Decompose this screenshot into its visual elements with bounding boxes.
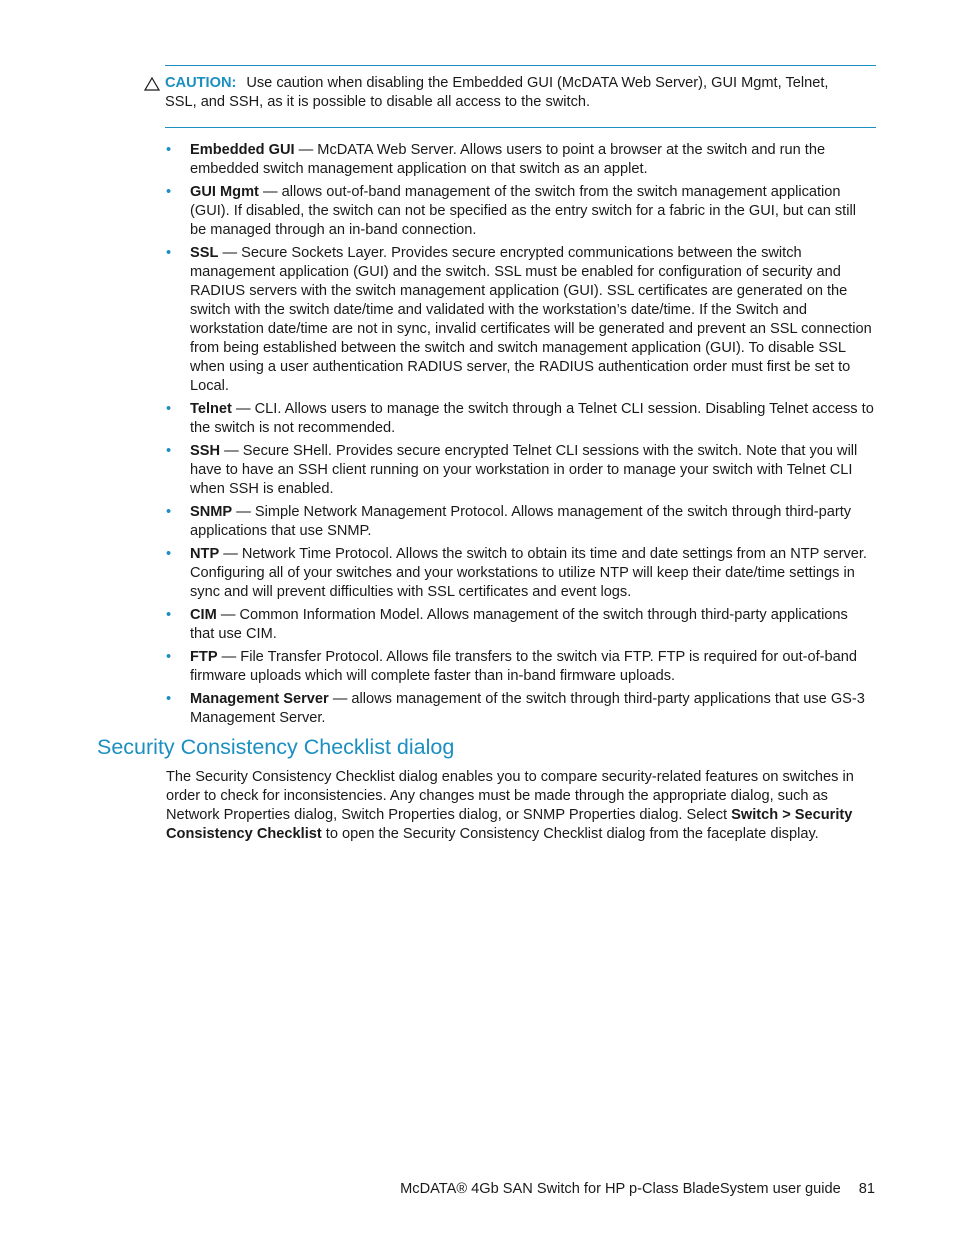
item-description: — File Transfer Protocol. Allows file transfers to the switch via FTP. FTP is required for out-of-band firmware uploads which will complete faster than in-band firmware uploads. — [190, 649, 857, 684]
bullet-icon: • — [166, 401, 172, 417]
item-term: Management Server — [190, 691, 329, 707]
item-description: — CLI. Allows users to manage the switch through a Telnet CLI session. Disabling Telnet access to the switch is not recommended. — [190, 401, 874, 436]
list-item — [166, 442, 874, 499]
caution-text: Use caution when disabling the Embedded GUI (McDATA Web Server), GUI Mgmt, Telnet, SSL, and SSH, as it is possible to disable all access to the switch. — [165, 75, 829, 110]
list-item — [166, 503, 874, 541]
list-item — [166, 545, 874, 602]
list-item — [166, 606, 874, 644]
item-term: NTP — [190, 546, 220, 562]
bullet-icon: • — [166, 546, 172, 562]
list-item — [166, 648, 874, 686]
item-term: SNMP — [190, 504, 233, 520]
item-description: — Secure SHell. Provides secure encrypted Telnet CLI sessions with the switch. Note that you will have to have an SSH client running on your workstation in order to manage your switch with Telnet CLI when SSH is enabled. — [190, 443, 858, 497]
caution-text-block — [165, 74, 864, 112]
item-description: — Simple Network Management Protocol. Allows management of the switch through third-party applications that use SNMP. — [190, 504, 852, 539]
list-item — [166, 690, 874, 728]
caution-box — [144, 74, 864, 112]
bullet-icon: • — [166, 607, 172, 623]
paragraph-text-start: The Security Consistency Checklist dialog enables you to compare security-related features on switches in order to check for inconsistencies. Any changes must be made through the appropriate dialog, such as Network Properties dialog, Switch Properties dialog, or SNMP Properties dialog. Select — [166, 769, 854, 823]
warning-triangle-icon — [144, 77, 160, 91]
footer-title: McDATA® 4Gb SAN Switch for HP p-Class BladeSystem user guide — [400, 1181, 841, 1197]
item-description: — allows out-of-band management of the switch from the switch management application (GUI). If disabled, the switch can not be specified as the entry switch for a fabric in the GUI, but can still be managed through an in-band connection. — [190, 184, 856, 238]
item-term: SSH — [190, 443, 221, 459]
caution-top-rule — [165, 65, 876, 66]
caution-bottom-rule — [165, 127, 876, 128]
caution-label: CAUTION: — [165, 75, 237, 91]
bullet-icon: • — [166, 184, 172, 200]
item-term: FTP — [190, 649, 218, 665]
item-description: — McDATA Web Server. Allows users to point a browser at the switch and run the embedded switch management application on that switch as an applet. — [190, 142, 826, 177]
page-footer — [400, 1180, 875, 1199]
bullet-icon: • — [166, 691, 172, 707]
bullet-icon: • — [166, 142, 172, 158]
item-term: Telnet — [190, 401, 232, 417]
item-description: — Network Time Protocol. Allows the switch to obtain its time and date settings from an NTP server. Configuring all of your switches and your workstations to utilize NTP will keep their date/time settings in sync and will prevent difficulties with SSL certificates and event logs. — [190, 546, 867, 600]
section-heading: Security Consistency Checklist dialog — [97, 735, 455, 759]
item-description: — Common Information Model. Allows management of the switch through third-party applications that use CIM. — [190, 607, 848, 642]
bullet-icon: • — [166, 443, 172, 459]
item-description: — allows management of the switch through third-party applications that use GS-3 Management Server. — [190, 691, 865, 726]
list-item — [166, 183, 874, 240]
service-list — [166, 141, 874, 732]
bullet-icon: • — [166, 245, 172, 261]
list-item — [166, 400, 874, 438]
item-term: Embedded GUI — [190, 142, 295, 158]
item-term: GUI Mgmt — [190, 184, 259, 200]
item-description: — Secure Sockets Layer. Provides secure encrypted communications between the switch management application (GUI) and the switch. SSL must be enabled for configuration of security and RADIUS servers with the switch management application (GUI). SSL certificates are generated on the switch with the switch date/time and validated with the workstation’s date/time. If the Switch and workstation date/time are not in sync, invalid certificates will be generated and prevent an SSL connection from being established between the switch and switch management application (GUI). To disable SSL when using a user authentication RADIUS server, the RADIUS authentication order must first be set to Local. — [190, 245, 872, 394]
list-item — [166, 141, 874, 179]
section-paragraph — [166, 768, 874, 844]
item-term: CIM — [190, 607, 217, 623]
bullet-icon: • — [166, 649, 172, 665]
paragraph-text-end: to open the Security Consistency Checklist dialog from the faceplate display. — [321, 826, 819, 842]
item-term: SSL — [190, 245, 219, 261]
list-item — [166, 244, 874, 396]
page-number: 81 — [858, 1181, 875, 1197]
menu-path: Switch > Security Consistency Checklist — [166, 807, 853, 842]
bullet-icon: • — [166, 504, 172, 520]
